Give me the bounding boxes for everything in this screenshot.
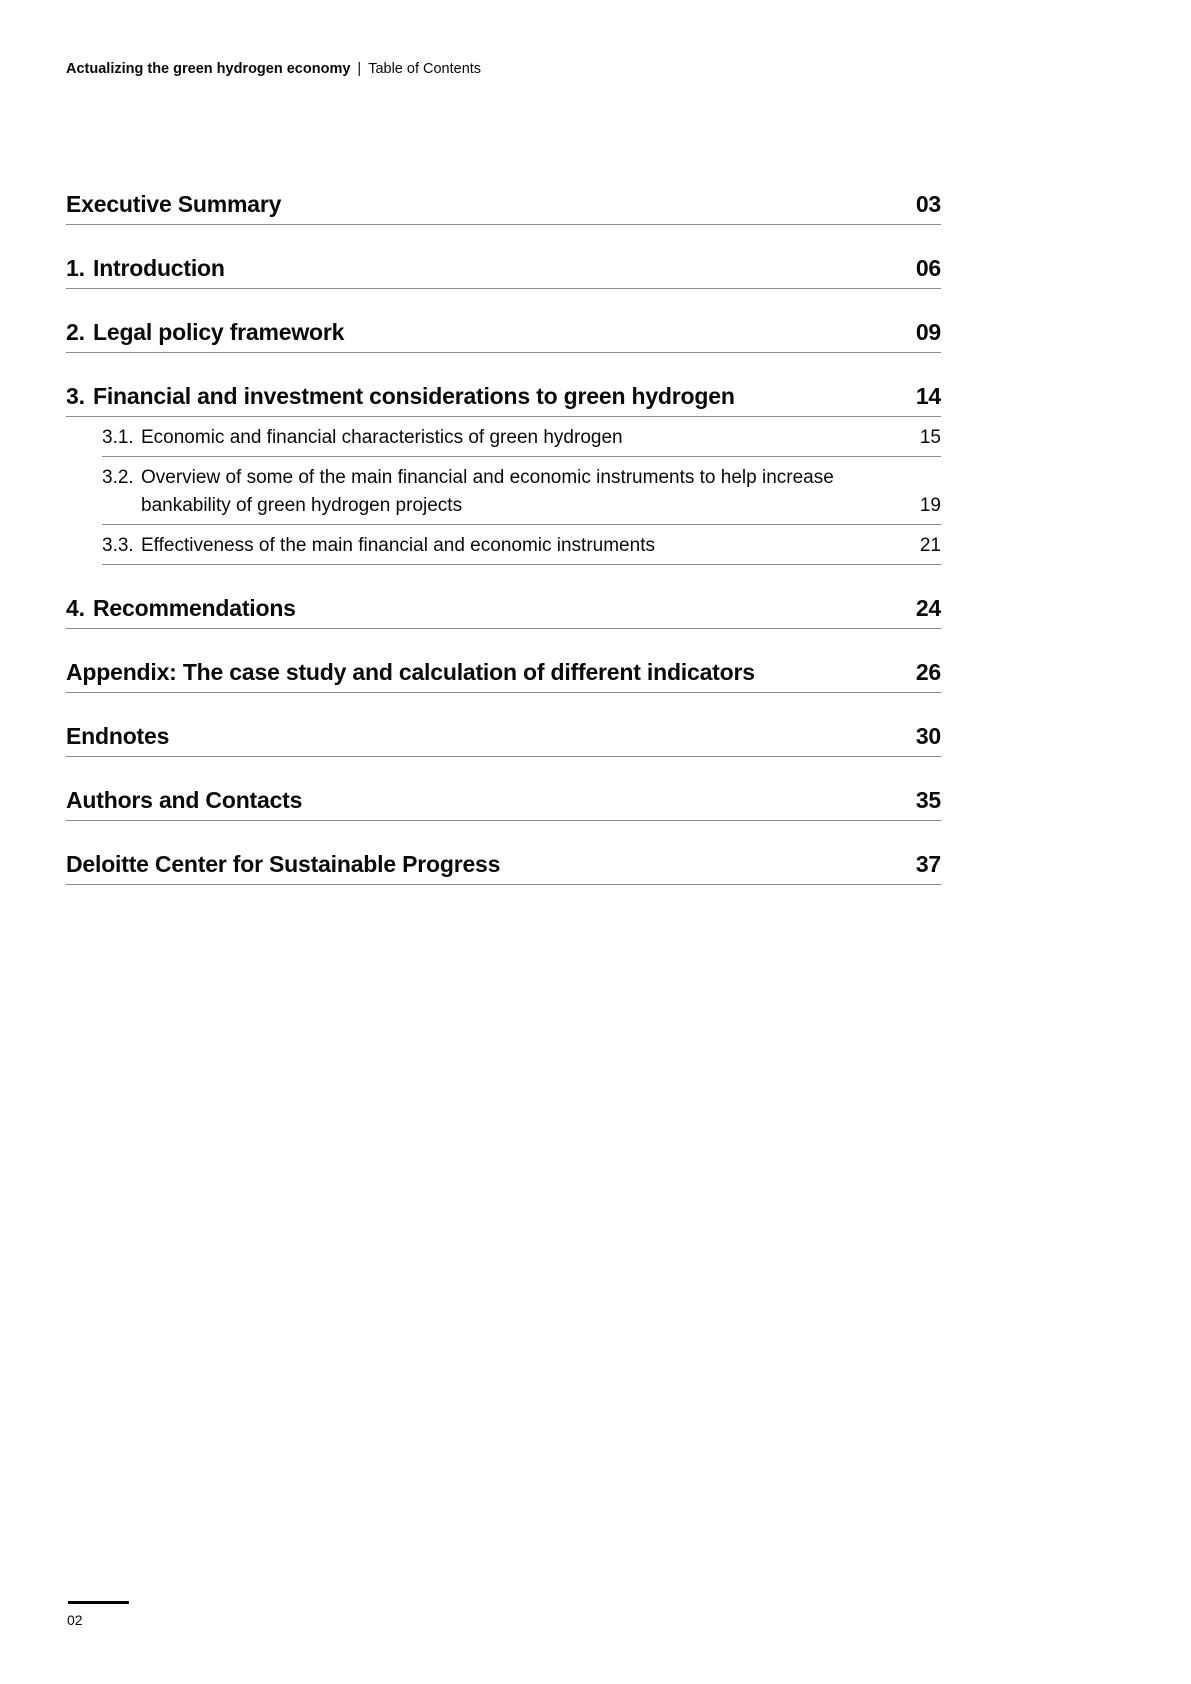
toc-entry-page: 15: [919, 427, 941, 448]
header-section-label: Table of Contents: [368, 61, 482, 77]
footer-rule: [68, 1601, 129, 1604]
toc-entry-number: 1.: [66, 255, 85, 281]
page-number: 02: [67, 1612, 83, 1628]
toc-entry-title: Endnotes: [66, 723, 170, 749]
toc-entry-title: Executive Summary: [66, 191, 282, 217]
toc-entry-page: 35: [915, 787, 941, 813]
toc-entry-number: 4.: [66, 595, 85, 621]
toc-entry-title: Appendix: The case study and calculation of different indicators: [66, 659, 755, 685]
toc-entry-title: Recommendations: [93, 595, 296, 621]
toc-entry-introduction[interactable]: [66, 252, 941, 289]
toc-entry-page: 24: [915, 595, 941, 621]
toc-entry-number: 3.1.: [102, 427, 134, 448]
toc-entry-page: 09: [915, 319, 941, 345]
toc-entry-page: 19: [919, 495, 941, 516]
toc-entry-3-2[interactable]: [102, 464, 941, 525]
toc-entry-page: 37: [915, 851, 941, 877]
toc-entry-title: Overview of some of the main financial and economic instruments to help increase bankability of green hydrogen projects: [141, 467, 834, 516]
toc-entry-number: 3.: [66, 383, 85, 409]
toc-entry-title: Financial and investment considerations to green hydrogen: [93, 383, 735, 409]
toc-entry-number: 3.3.: [102, 535, 134, 556]
toc-entry-endnotes[interactable]: [66, 720, 941, 757]
toc-entry-title: Authors and Contacts: [66, 787, 303, 813]
toc-entry-financial-investment[interactable]: [66, 380, 941, 417]
toc-entry-page: 30: [915, 723, 941, 749]
toc-entry-title: Effectiveness of the main financial and economic instruments: [141, 535, 655, 556]
toc-entry-page: 06: [915, 255, 941, 281]
toc-entry-page: 14: [915, 383, 941, 409]
toc-entry-number: 3.2.: [102, 467, 134, 488]
toc-entry-page: 26: [915, 659, 941, 685]
toc-entry-executive-summary[interactable]: [66, 188, 941, 225]
toc-entry-recommendations[interactable]: [66, 592, 941, 629]
header-doc-title: Actualizing the green hydrogen economy: [66, 61, 351, 77]
toc-entry-number: 2.: [66, 319, 85, 345]
toc-entry-title: Economic and financial characteristics of green hydrogen: [141, 427, 623, 448]
toc-entry-deloitte-center[interactable]: [66, 848, 941, 885]
toc-entry-title: Introduction: [93, 255, 225, 281]
toc-entry-authors-contacts[interactable]: [66, 784, 941, 821]
header-separator: |: [357, 61, 362, 77]
toc-entry-legal-policy-framework[interactable]: [66, 316, 941, 353]
toc-entry-appendix[interactable]: [66, 656, 941, 693]
toc-entry-title: Deloitte Center for Sustainable Progress: [66, 851, 501, 877]
running-header: [66, 60, 481, 78]
toc-entry-3-3[interactable]: [102, 532, 941, 565]
toc-entry-3-1[interactable]: [102, 424, 941, 457]
toc-entry-page: 03: [915, 191, 941, 217]
table-of-contents: [66, 188, 941, 885]
toc-entry-title: Legal policy framework: [93, 319, 345, 345]
toc-entry-page: 21: [919, 535, 941, 556]
